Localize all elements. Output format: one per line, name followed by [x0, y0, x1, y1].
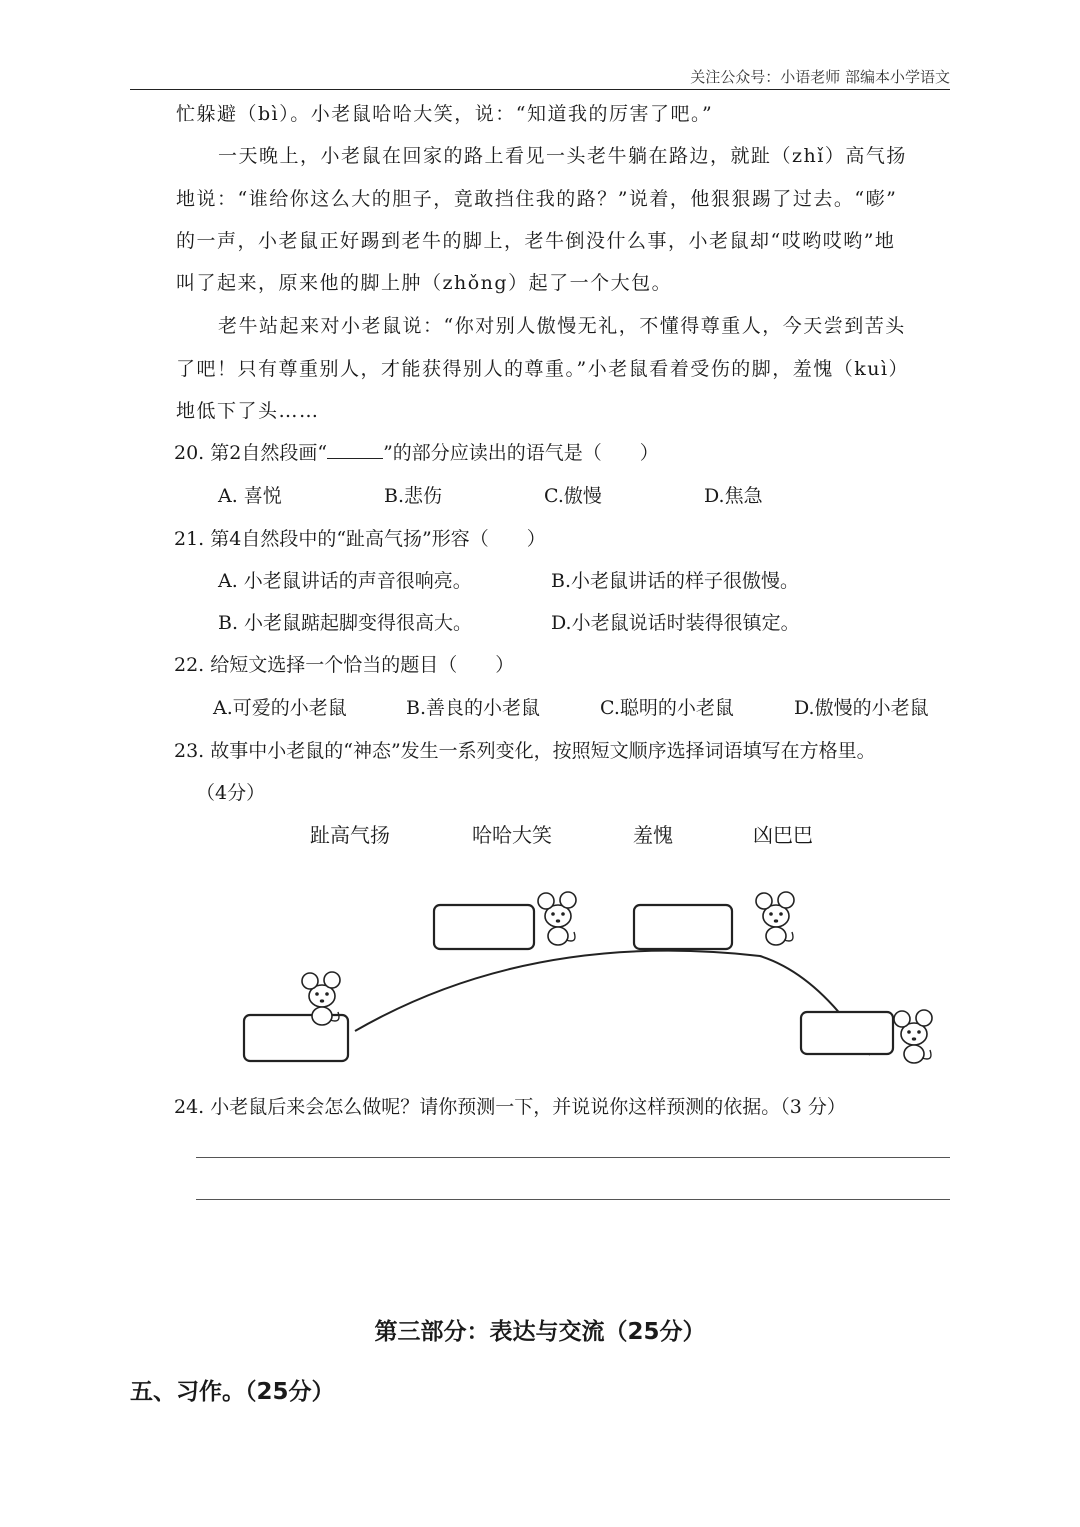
question-23-points: （4分） [196, 782, 266, 804]
question-21-option-d: D.小老鼠说话时装得很镇定。 [551, 612, 800, 634]
question-22-option-b: B.善良的小老鼠 [406, 697, 541, 719]
question-20-option-c: C.傲慢 [544, 485, 602, 507]
answer-box-1[interactable] [244, 1015, 348, 1061]
question-20-option-d: D.焦急 [704, 485, 763, 507]
passage-line-8: 地低下了头…… [176, 400, 320, 422]
question-20-option-b: B.悲伤 [384, 485, 443, 507]
passage-line-4: 的一声，小老鼠正好踢到老牛的脚上，老牛倒没什么事，小老鼠却“哎哟哎哟”地 [176, 230, 896, 252]
word-choice-3: 羞愧 [633, 823, 673, 847]
mouse-illustration-2 [538, 892, 576, 945]
question-22-option-d: D.傲慢的小老鼠 [794, 697, 929, 719]
passage-line-3: 地说：“谁给你这么大的胆子，竟敢挡住我的路？”说着，他狠狠踢了过去。“嘭” [176, 188, 898, 210]
answer-line-1[interactable] [196, 1157, 950, 1158]
passage-line-7: 了吧！只有尊重别人，才能获得别人的尊重。”小老鼠看着受伤的脚，羞愧（kuì） [176, 358, 910, 380]
word-choice-2: 哈哈大笑 [472, 823, 552, 847]
question-21-option-c: B. 小老鼠踮起脚变得很高大。 [218, 612, 473, 634]
answer-line-2[interactable] [196, 1199, 950, 1200]
question-22-option-c: C.聪明的小老鼠 [600, 697, 734, 719]
progress-arrow-curve [355, 951, 870, 1055]
question-20-stem [174, 438, 659, 465]
question-20-stem-before: 20. 第2自然段画“ [174, 442, 328, 464]
question-23-stem: 23. 故事中小老鼠的“神态”发生一系列变化，按照短文顺序选择词语填写在方格里。 [174, 740, 876, 762]
word-choice-4: 凶巴巴 [753, 823, 813, 847]
passage-line-5: 叫了起来，原来他的脚上肿（zhǒng）起了一个大包。 [176, 272, 673, 294]
question-20-option-a: A. 喜悦 [218, 485, 282, 507]
question-22-option-a: A.可爱的小老鼠 [213, 697, 347, 719]
mouse-illustration-3 [756, 892, 794, 945]
passage-line-6: 老牛站起来对小老鼠说：“你对别人傲慢无礼，不懂得尊重人，今天尝到苦头 [218, 315, 906, 337]
question-24-stem: 24. 小老鼠后来会怎么做呢？请你预测一下，并说说你这样预测的依据。（3 分） [174, 1096, 846, 1118]
passage-line-1: 忙躲避（bì）。小老鼠哈哈大笑，说：“知道我的厉害了吧。” [176, 103, 714, 125]
question-21-option-a: A. 小老鼠讲话的声音很响亮。 [218, 570, 472, 592]
underline-blank [327, 440, 383, 459]
question-21-stem: 21. 第4自然段中的“趾高气扬”形容（ ） [174, 528, 546, 550]
answer-box-2[interactable] [434, 905, 534, 949]
arrowhead-1 [355, 954, 533, 1031]
question-20-stem-after: ”的部分应读出的语气是（ ） [383, 442, 659, 464]
mouse-illustration-4 [894, 1010, 932, 1063]
mouse-mood-diagram [230, 880, 950, 1070]
arrowhead-2 [730, 972, 767, 998]
answer-box-4[interactable] [801, 1012, 893, 1054]
word-choice-1: 趾高气扬 [310, 823, 390, 847]
answer-box-3[interactable] [634, 905, 732, 949]
question-22-stem: 22. 给短文选择一个恰当的题目（ ） [174, 654, 515, 676]
question-21-option-b: B.小老鼠讲话的样子很傲慢。 [551, 570, 800, 592]
passage-line-2: 一天晚上，小老鼠在回家的路上看见一头老牛躺在路边，就趾（zhǐ）高气扬 [218, 145, 907, 167]
composition-heading: 五、习作。（25分） [130, 1379, 335, 1405]
header-divider [130, 89, 950, 90]
page-header-text: 关注公众号：小语老师 部编本小学语文 [690, 68, 950, 86]
section-three-title: 第三部分：表达与交流（25分） [374, 1319, 706, 1345]
